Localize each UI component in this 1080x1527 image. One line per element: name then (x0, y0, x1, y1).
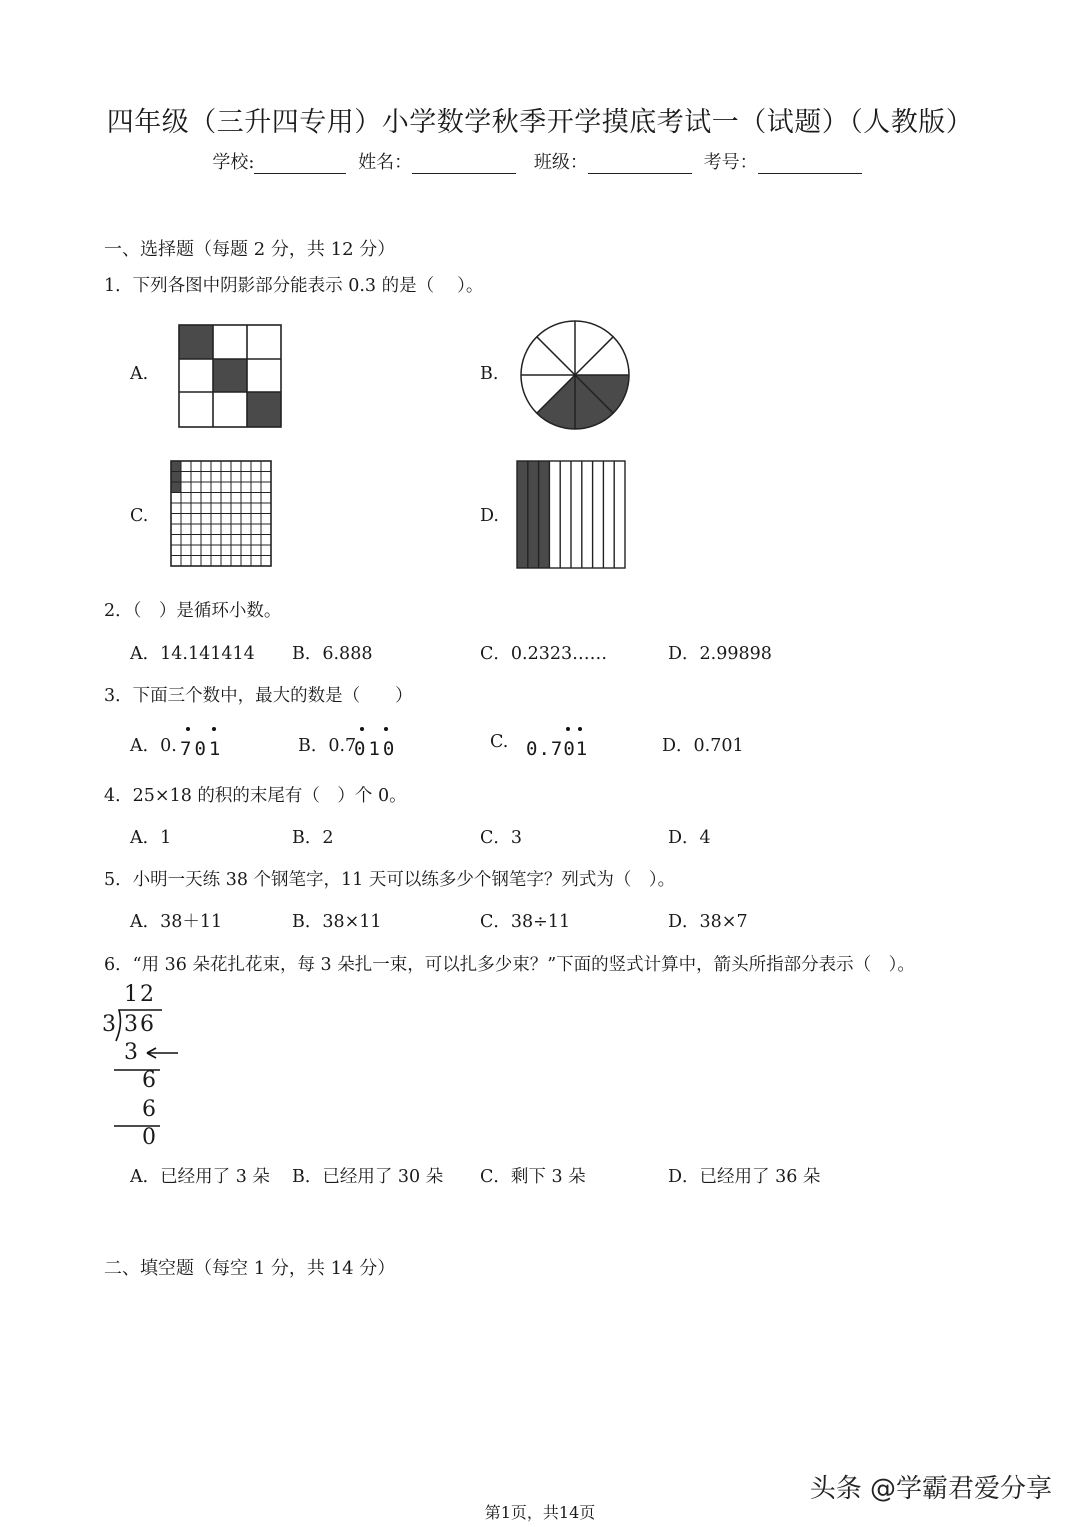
q3-option-b[interactable] (298, 722, 408, 766)
q6-option-b[interactable]: B．已经用了 30 朵 (292, 1167, 444, 1187)
grid-cell-shaded (213, 359, 247, 392)
q2-option-a[interactable]: A．14.141414 (130, 644, 255, 664)
strips-shaded (517, 461, 549, 568)
q2-option-c[interactable]: C．0.2323…… (480, 644, 608, 664)
school-blank[interactable] (254, 153, 346, 174)
page-number: 第1页，共14页 (484, 1503, 596, 1522)
q2-option-b[interactable]: B．6.888 (292, 644, 373, 664)
number-label: 考号： (703, 152, 758, 173)
name-blank[interactable] (412, 153, 516, 174)
grid100-shaded (171, 461, 181, 493)
grid-cell-shaded (247, 392, 281, 427)
q6-option-a[interactable]: A．已经用了 3 朵 (130, 1167, 270, 1187)
class-blank[interactable] (588, 153, 692, 174)
ld-divisor: 3 (102, 1012, 116, 1037)
ld-dividend: 36 (124, 1012, 156, 1037)
q5-text: 5．小明一天练 38 个钢笔字，11 天可以练多少个钢笔字？列式为（ ）。 (104, 870, 676, 890)
q4-option-b[interactable]: B．2 (292, 828, 334, 848)
q3-b-digits: 010 (354, 738, 398, 760)
ld-arrow-icon (144, 1046, 180, 1060)
q1-label-a: A. (130, 364, 149, 384)
watermark: 头条 @学霸君爱分享 (809, 1474, 1052, 1504)
repeat-dot (186, 727, 190, 731)
ld-quotient: 12 (124, 982, 156, 1007)
q2-text: 2．（ ）是循环小数。 (104, 601, 282, 621)
grid-cell-shaded (179, 325, 213, 359)
q3-c-digits: 0.701 (526, 738, 589, 760)
q3-c-prefix: C. (490, 732, 509, 752)
ld-step3: 6 (142, 1097, 156, 1122)
q4-option-d[interactable]: D．4 (668, 828, 711, 848)
q6-text: 6．“用 36 朵花扎花束，每 3 朵扎一束，可以扎多少束？”下面的竖式计算中，箭头所指部分表示（ ）。 (104, 955, 915, 975)
q1-label-d: D. (480, 506, 499, 526)
q3-text: 3．下面三个数中，最大的数是（ ） (104, 686, 413, 706)
ld-step2: 6 (142, 1068, 156, 1093)
ld-step1: 3 (124, 1040, 138, 1065)
q4-option-a[interactable]: A．1 (130, 828, 172, 848)
q3-b-prefix: B．0.7 (298, 736, 357, 756)
repeat-dot (384, 727, 388, 731)
section1-heading: 一、选择题（每题 2 分，共 12 分） (104, 239, 396, 260)
q3-a-digits: 701 (180, 738, 224, 760)
q4-option-c[interactable]: C．3 (480, 828, 523, 848)
ld-remainder: 0 (142, 1125, 156, 1150)
circle-sector-shaded (537, 375, 575, 429)
q6-option-d[interactable]: D．已经用了 36 朵 (668, 1167, 821, 1187)
q5-option-a[interactable]: A．38＋11 (130, 912, 223, 932)
q3-option-d[interactable]: D．0.701 (662, 736, 744, 756)
q3-option-a[interactable] (130, 722, 240, 766)
q1-text: 1．下列各图中阴影部分能表示 0.3 的是（ ）。 (104, 276, 484, 296)
q5-option-d[interactable]: D．38×7 (668, 912, 748, 932)
q1-figure-c-grid100[interactable] (170, 460, 272, 568)
q6-long-division (100, 982, 190, 1152)
q1-label-c: C. (130, 506, 149, 526)
class-label: 班级： (533, 152, 588, 173)
q2-option-d[interactable]: D．2.99898 (668, 644, 772, 664)
name-label: 姓名： (358, 152, 413, 173)
repeat-dot (566, 727, 570, 731)
q1-label-b: B. (480, 364, 499, 384)
number-blank[interactable] (758, 153, 862, 174)
q1-figure-a-grid[interactable] (178, 324, 282, 428)
repeat-dot (578, 727, 582, 731)
repeat-dot (360, 727, 364, 731)
q5-option-b[interactable]: B．38×11 (292, 912, 382, 932)
section2-heading: 二、填空题（每空 1 分，共 14 分） (104, 1258, 396, 1279)
q4-text: 4．25×18 的积的末尾有（ ）个 0。 (104, 786, 407, 806)
q3-option-c[interactable] (490, 722, 600, 766)
school-label: 学校: (212, 152, 255, 173)
repeat-dot (212, 727, 216, 731)
q1-figure-d-strips[interactable] (516, 460, 626, 570)
q5-option-c[interactable]: C．38÷11 (480, 912, 571, 932)
q6-option-c[interactable]: C．剩下 3 朵 (480, 1167, 586, 1187)
q3-a-prefix: A．0. (130, 736, 177, 756)
q1-figure-b-circle[interactable] (518, 318, 632, 432)
exam-title: 四年级（三升四专用）小学数学秋季开学摸底考试一（试题）（人教版） (106, 107, 974, 138)
student-info-line (0, 148, 1080, 174)
